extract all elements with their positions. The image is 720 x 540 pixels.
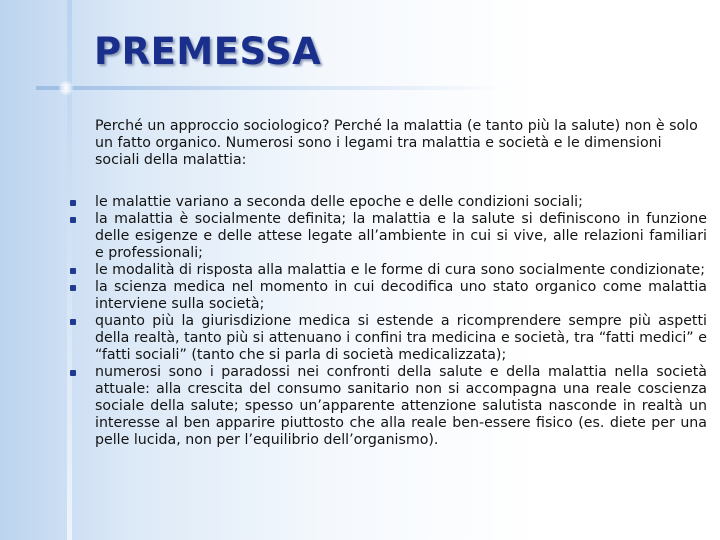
bullet-text: le modalità di risposta alla malattia e le forme di cura sono socialmente condizionate;	[95, 262, 706, 278]
square-bullet-icon	[70, 217, 76, 223]
bullet-text: quanto più la giurisdizione medica si estende a ricomprendere sempre più aspetti della realtà, tanto più si attenuano i confini tra medicina e società, tra “fatti medici” e “fatti sociali” (tanto che si parla di società medicalizzata);	[95, 313, 707, 363]
decorative-line-intersection	[58, 80, 74, 96]
bullet-item	[95, 194, 707, 211]
bullet-item	[95, 262, 707, 279]
bullet-item	[95, 313, 707, 364]
square-bullet-icon	[70, 200, 76, 206]
square-bullet-icon	[70, 370, 76, 376]
bullet-text: numerosi sono i paradossi nei confronti della salute e della malattia nella società attuale: alla crescita del consumo sanitario non si accompagna una reale coscienza sociale della salute; spesso un’apparente attenzione salutista nasconde in realtà un interesse al ben apparire piuttosto che alla reale ben-essere fisico (es. diete per una pelle lucida, non per l’equilibrio dell’organismo).	[95, 364, 707, 448]
bullet-list	[95, 194, 707, 449]
square-bullet-icon	[70, 285, 76, 291]
slide-body	[95, 118, 707, 449]
slide-title: PREMESSA	[94, 30, 322, 73]
intro-paragraph: Perché un approccio sociologico? Perché la malattia (e tanto più la salute) non è solo un fatto organico. Numerosi sono i legami tra malattia e società e le dimensioni sociali della malattia:	[95, 118, 698, 168]
square-bullet-icon	[70, 319, 76, 325]
square-bullet-icon	[70, 268, 76, 274]
bullet-item	[95, 279, 707, 313]
bullet-item	[95, 211, 707, 262]
decorative-horizontal-line	[36, 86, 506, 90]
bullet-text: le malattie variano a seconda delle epoche e delle condizioni sociali;	[95, 194, 583, 210]
bullet-item	[95, 364, 707, 449]
bullet-text: la scienza medica nel momento in cui decodifica uno stato organico come malattia interviene sulla società;	[95, 279, 707, 312]
bullet-text: la malattia è socialmente definita; la malattia e la salute si definiscono in funzione delle esigenze e delle attese legate all’ambiente in cui si vive, alle relazioni familiari e professionali;	[95, 211, 707, 261]
